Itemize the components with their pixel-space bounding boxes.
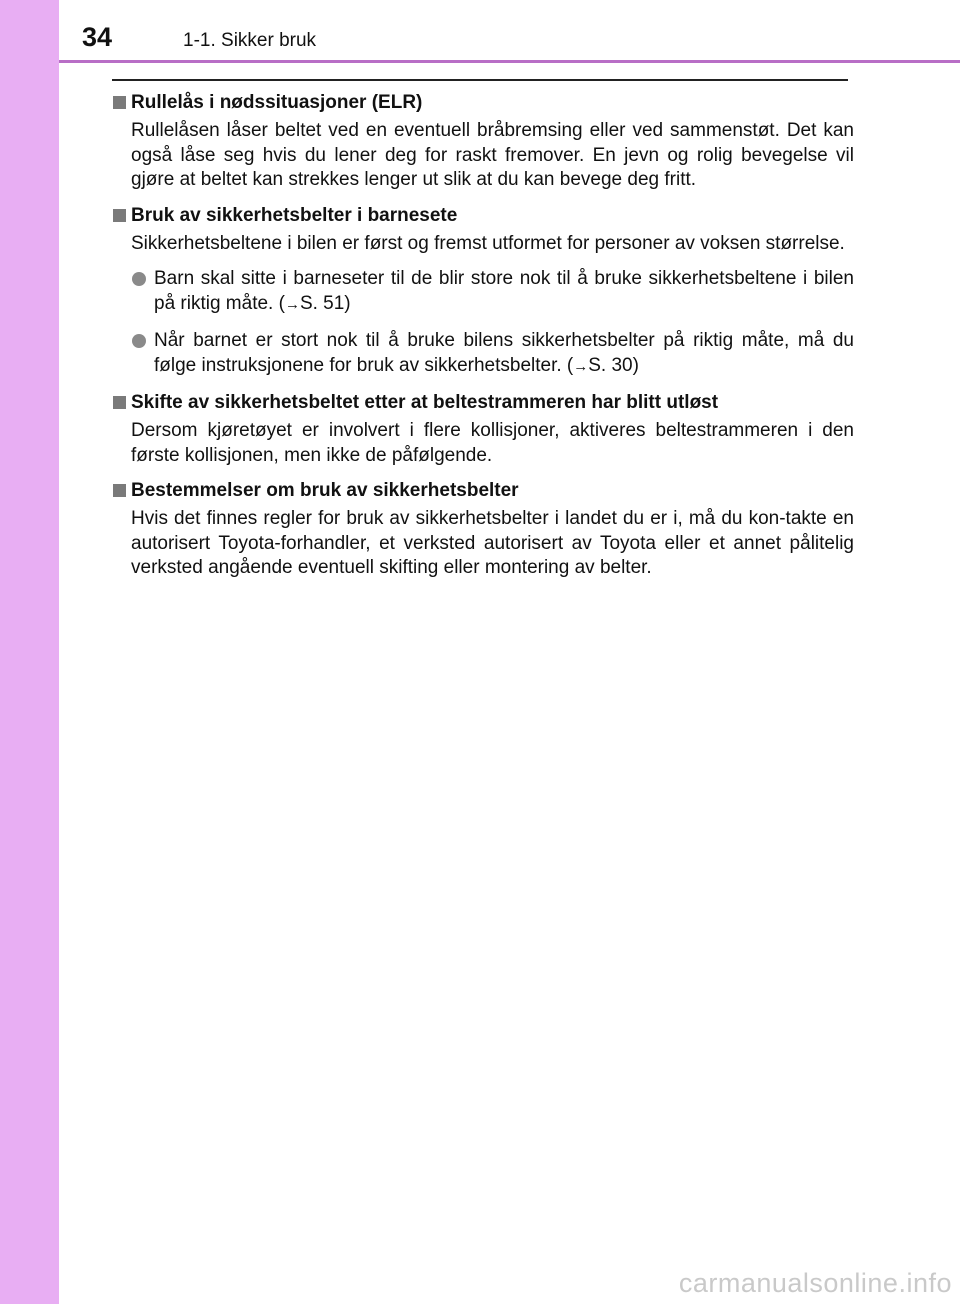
list-item: Barn skal sitte i barneseter til de blir store nok til å bruke sikkerhetsbeltene i bilen på riktig måte. (→S. 51) bbox=[131, 267, 854, 317]
arrow-right-icon: → bbox=[573, 357, 589, 375]
page-reference-link[interactable]: S. 30) bbox=[588, 354, 639, 376]
header-color-tab bbox=[0, 0, 59, 60]
section-regulations bbox=[112, 479, 854, 581]
section-paragraph: Sikkerhetsbeltene i bilen er først og fremst utformet for personer av voksen størrelse. bbox=[131, 232, 845, 254]
circle-bullet-icon bbox=[132, 272, 146, 286]
section-paragraph: Rullelåsen låser beltet ved en eventuell bråbremsing eller ved sammenstøt. Det kan også låse seg hvis du lener deg for raskt fremover. En jevn og rolig bevegelse vil gjøre at beltet kan strekkes lenger ut slik at du kan bevege deg fritt. bbox=[131, 120, 854, 190]
square-bullet-icon bbox=[113, 484, 126, 497]
page-reference-link[interactable]: S. 51) bbox=[299, 292, 351, 314]
square-bullet-icon bbox=[113, 96, 126, 109]
arrow-right-icon: → bbox=[284, 295, 300, 313]
page-number: 34 bbox=[82, 22, 113, 52]
header-divider bbox=[59, 60, 960, 63]
page-content bbox=[112, 91, 854, 592]
circle-bullet-icon bbox=[132, 334, 146, 348]
square-bullet-icon bbox=[113, 209, 126, 222]
section-title: 1-1. Sikker bruk bbox=[183, 30, 317, 51]
watermark: carmanualsonline.info bbox=[678, 1268, 952, 1298]
section-heading: Skifte av sikkerhetsbeltet etter at beltestrammeren har blitt utløst bbox=[112, 391, 854, 415]
section-heading: Rullelås i nødssituasjoner (ELR) bbox=[112, 91, 854, 115]
section-heading: Bruk av sikkerhetsbelter i barnesete bbox=[112, 204, 854, 228]
section-pretensioner bbox=[112, 391, 854, 468]
section-heading: Bestemmelser om bruk av sikkerhetsbelter bbox=[112, 479, 854, 503]
section-elr bbox=[112, 91, 854, 193]
page-header bbox=[0, 0, 960, 60]
content-top-rule bbox=[112, 79, 848, 81]
side-color-band bbox=[0, 0, 59, 1304]
section-paragraph: Dersom kjøretøyet er involvert i flere kollisjoner, aktiveres beltestrammeren i den første kollisjonen, men ikke de påfølgende. bbox=[131, 420, 854, 466]
section-paragraph: Hvis det finnes regler for bruk av sikkerhetsbelter i landet du er i, må du kon-takte en autorisert Toyota-forhandler, et verksted autorisert av Toyota eller et annet pålitelig verksted angående eventuell skifting eller montering av belter. bbox=[131, 508, 854, 578]
list-item: Når barnet er stort nok til å bruke bilens sikkerhetsbelter på riktig måte, må du følge instruksjonene for bruk av sikkerhetsbelter. (→S. 30) bbox=[131, 329, 854, 379]
section-child-seat bbox=[112, 204, 854, 380]
square-bullet-icon bbox=[113, 396, 126, 409]
